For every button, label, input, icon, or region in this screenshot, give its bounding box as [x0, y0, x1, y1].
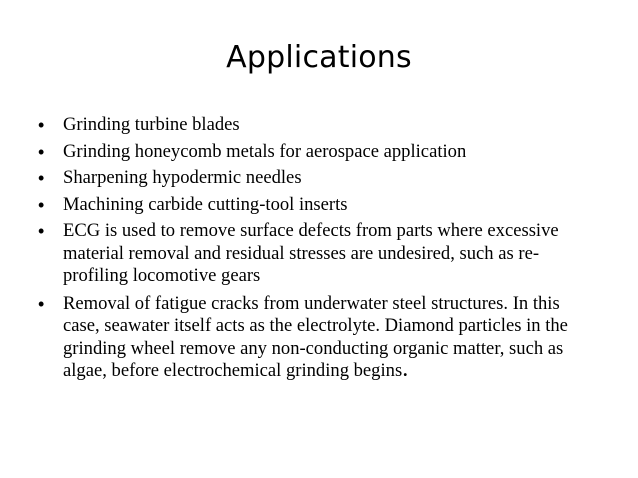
bullet-text: Machining carbide cutting-tool inserts [63, 193, 348, 215]
bullet-icon: • [38, 168, 45, 188]
bullet-item [38, 293, 598, 383]
bullet-icon: • [38, 194, 45, 215]
bullet-item [38, 194, 598, 217]
bullet-icon: • [38, 221, 45, 241]
bullet-text: ECG is used to remove surface defects from parts where excessive material removal and residual stresses are undesired, such as re-profiling locomotive gears [63, 220, 559, 286]
bullet-item [38, 220, 598, 288]
bullet-item [38, 141, 598, 164]
bullet-text: Grinding turbine blades [63, 114, 240, 135]
slide-title: Applications [226, 40, 412, 75]
bullet-icon: • [38, 115, 45, 135]
bullet-text: Sharpening hypodermic needles [63, 167, 302, 188]
bullet-text-body: Removal of fatigue cracks from underwater steel structures. In this case, seawater itself acts as the electrolyte. Diamond particles in the grinding wheel remove any non-conducting organic matter, such as algae, before electrochemical grinding begins [63, 292, 568, 381]
bullet-icon: • [38, 141, 45, 162]
bullet-icon: • [38, 293, 45, 314]
bullet-list [38, 114, 598, 387]
bullet-item [38, 167, 598, 190]
bullet-text: Grinding honeycomb metals for aerospace application [63, 140, 467, 162]
bullet-item [38, 114, 598, 137]
bullet-text [63, 293, 598, 383]
bullet-end-mark: . [402, 356, 409, 382]
